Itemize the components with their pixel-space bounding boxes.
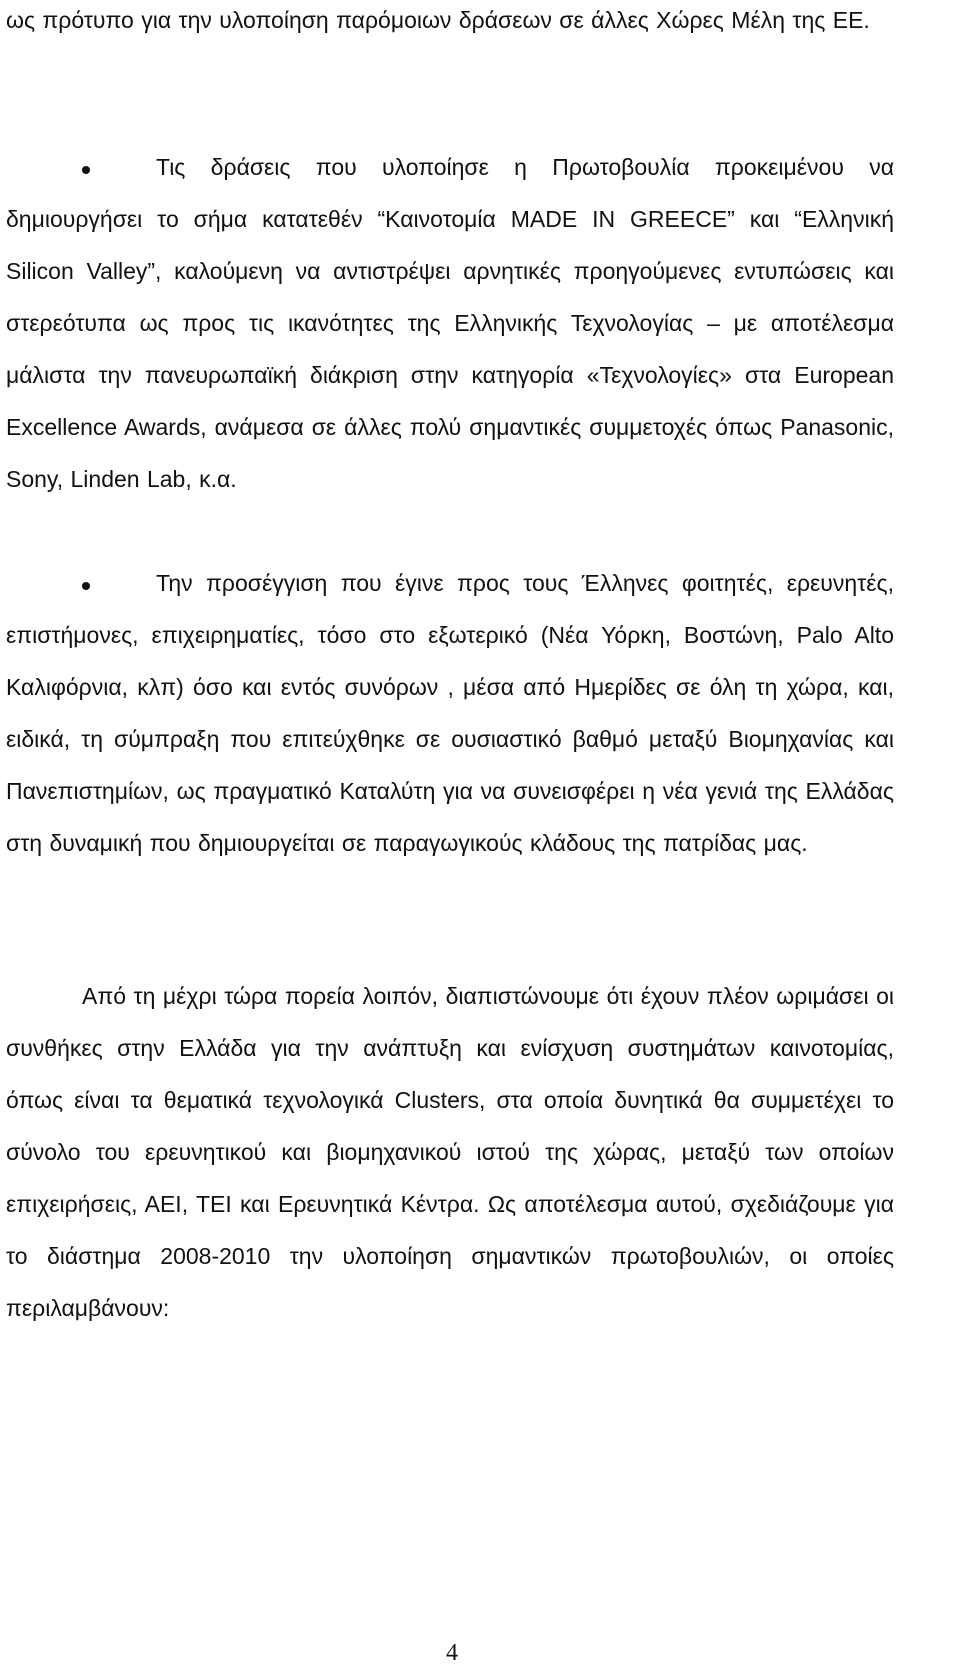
paragraph-continuation: ως πρότυπο για την υλοποίηση παρόμοιων δράσεων σε άλλες Χώρες Μέλη της ΕΕ. [6, 7, 870, 33]
bullet-text: Την προσέγγιση που έγινε προς τους Έλληνες φοιτητές, ερευνητές, επιστήμονες, επιχειρηματίες, τόσο στο εξωτερικό (Νέα Υόρκη, Βοστώνη, Palo Alto Καλιφόρνια, κλπ) όσο και εντός συνόρων , μέσα από Ημερίδες σε όλη τη χώρα, και, ειδικά, τη σύμπραξη που επιτεύχθηκε σε ουσιαστικό βαθμό μεταξύ Βιομηχανίας και Πανεπιστημίων, ως πραγματικό Καταλύτη για να συνεισφέρει η νέα γενιά της Ελλάδας στη δυναμική που δημιουργείται σε παραγωγικούς κλάδους της πατρίδας μας. [6, 570, 894, 856]
page-number: 4 [446, 1640, 458, 1666]
paragraph-conclusion: Από τη μέχρι τώρα πορεία λοιπόν, διαπιστώνουμε ότι έχουν πλέον ωριμάσει οι συνθήκες στην Ελλάδα για την ανάπτυξη και ενίσχυση συστημάτων καινοτομίας, όπως είναι τα θεματικά τεχνολογικά Clusters, στα οποία δυνητικά θα συμμετέχει το σύνολο του ερευνητικού και βιομηχανικού ιστού της χώρας, μεταξύ των οποίων επιχειρήσεις, ΑΕΙ, ΤΕΙ και Ερευνητικά Κέντρα. Ως αποτέλεσμα αυτού, σχεδιάζουμε για το διάστημα 2008-2010 την υλοποίηση σημαντικών πρωτοβουλιών, οι οποίες περιλαμβάνουν: [6, 983, 894, 1321]
bullet-icon [82, 166, 90, 174]
bullet-text: Τις δράσεις που υλοποίησε η Πρωτοβουλία προκειμένου να δημιουργήσει το σήμα κατατεθέν “Καινοτομία MADE IN GREECE” και “Ελληνική Silicon Valley”, καλούμενη να αντιστρέψει αρνητικές προηγούμενες εντυπώσεις και στερεότυπα ως προς τις ικανότητες της Ελληνικής Τεχνολογίας – με αποτέλεσμα μάλιστα την πανευρωπαϊκή διάκριση στην κατηγορία «Τεχνολογίες» στα European Excellence Awards, ανάμεσα σε άλλες πολύ σημαντικές συμμετοχές όπως Panasonic, Sony, Linden Lab, κ.α. [6, 154, 894, 492]
bullet-icon [82, 582, 90, 590]
bullet-item-made-in-greece [6, 141, 894, 505]
bullet-item-approach [6, 557, 894, 869]
